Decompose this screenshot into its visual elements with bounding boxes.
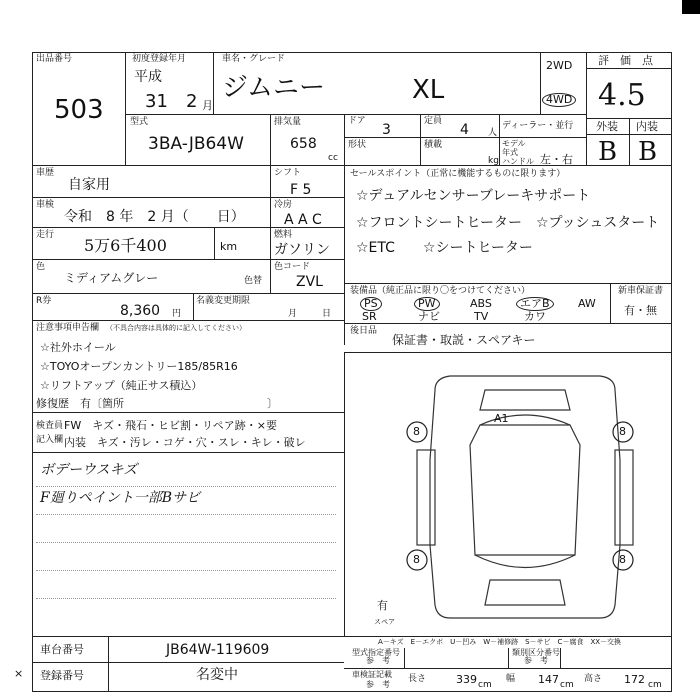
era: 平成	[134, 69, 162, 85]
divider	[270, 259, 271, 293]
car-name: ジムニー	[222, 73, 325, 103]
color-code: ZVL	[296, 274, 323, 290]
lot-label: 出品番号	[36, 54, 73, 64]
corner-block	[682, 0, 700, 14]
divider	[344, 114, 345, 165]
rear-window	[475, 555, 575, 568]
color-code-label: 色コード	[274, 262, 311, 272]
divider	[32, 412, 344, 413]
divider	[270, 114, 271, 165]
mileage: 5万6千400	[84, 236, 167, 255]
shift-label: シフト	[274, 168, 302, 178]
model-code: 3BA-JB64W	[148, 134, 244, 154]
handle-label: ハンドル	[502, 157, 534, 166]
divider	[214, 227, 215, 259]
equip-aw: AW	[578, 297, 596, 310]
divider	[270, 227, 344, 228]
height: 172	[624, 673, 645, 686]
width: 147	[538, 673, 559, 686]
displacement-label: 排気量	[274, 117, 302, 127]
drive-4wd: 4WD	[542, 93, 576, 107]
score-value: 4.5	[598, 78, 646, 113]
damage-legend: A－キズ E－エクボ U－凹み W－補修跡 S－サビ C－腐食 XX－交換	[378, 638, 622, 646]
repaint-label: 色替	[244, 276, 263, 286]
chassis-label: 車台番号	[40, 643, 84, 656]
repair-history: 修復歴 有〔箇所 〕	[36, 397, 278, 410]
inspector-line-fw: FW キズ・飛石・ヒビ割・リペア跡・×要	[64, 419, 277, 432]
divider	[610, 283, 611, 323]
divider	[32, 320, 344, 321]
tire-fl-value: 8	[413, 425, 420, 438]
length-unit: cm	[478, 680, 492, 690]
lot-number: 503	[54, 95, 104, 125]
equip-abs: ABS	[470, 297, 492, 310]
width-label: 幅	[506, 674, 516, 684]
margin-mark: ×	[14, 667, 24, 680]
ac: A A C	[284, 212, 322, 228]
mileage-label: 走行	[36, 230, 55, 240]
drive-2wd: 2WD	[546, 59, 573, 72]
sales-point: ☆ETC ☆シートヒーター	[356, 240, 533, 256]
tire-rr-value: 8	[619, 553, 626, 566]
divider	[32, 259, 344, 260]
kg-unit: kg	[488, 156, 499, 166]
divider	[344, 323, 672, 324]
divider	[344, 352, 345, 636]
accessories: 保証書・取説・スペアキー	[392, 333, 536, 347]
car-name-label: 車名・グレード	[222, 54, 286, 64]
divider	[125, 114, 586, 115]
history: 自家用	[68, 177, 110, 193]
length: 339	[456, 673, 477, 686]
model-year-label: モデル年式	[502, 139, 526, 157]
equip-navi: ナビ	[418, 310, 440, 323]
divider	[32, 452, 344, 453]
fuel-label: 燃料	[274, 230, 293, 240]
sales-point: ☆フロントシートヒーター ☆プッシュスタート	[356, 215, 660, 231]
score-label: 評 価 点	[598, 54, 653, 67]
divider	[404, 648, 405, 668]
accessories-label: 後日品	[350, 326, 378, 336]
name-change-day: 日	[322, 309, 332, 319]
fuel: ガソリン	[274, 242, 330, 258]
equip-sr: SR	[362, 310, 377, 323]
exterior-label: 外装	[596, 120, 618, 133]
ac-label: 冷房	[274, 200, 293, 210]
inspector-label2: 記入欄	[36, 435, 64, 445]
note-line: ☆社外ホイール	[40, 341, 116, 354]
model-label: 型式	[130, 117, 149, 127]
height-unit: cm	[648, 680, 662, 690]
divider	[213, 52, 214, 114]
color: ミディアムグレー	[64, 271, 159, 285]
divider	[586, 68, 672, 69]
color-label: 色	[36, 262, 46, 272]
equip-leather: カワ	[524, 310, 546, 323]
length-label: 長さ	[408, 674, 427, 684]
km-unit: km	[220, 240, 238, 253]
divider	[540, 52, 541, 114]
note-line: ☆リフトアップ（純正サス積込）	[40, 379, 203, 392]
height-label: 高さ	[584, 674, 603, 684]
recycle-label: R券	[36, 296, 52, 306]
divider	[629, 118, 630, 165]
door-left	[417, 450, 435, 545]
width-unit: cm	[560, 680, 574, 690]
equip-tv: TV	[474, 310, 489, 323]
note-line: ☆TOYOオープンカントリー185/85R16	[40, 360, 238, 373]
divider	[344, 352, 672, 353]
month-unit: 月	[202, 99, 213, 112]
door-label: ドア	[348, 116, 366, 126]
divider	[32, 293, 344, 294]
shape-label: 形状	[348, 140, 367, 150]
exterior-grade: B	[598, 137, 618, 167]
type-designation-sub: 参 考	[366, 656, 390, 665]
size-sub: 参 考	[366, 680, 390, 689]
divider	[32, 636, 672, 637]
hood	[480, 390, 570, 410]
person-unit: 人	[488, 128, 498, 138]
capacity: 4	[460, 122, 469, 138]
divider	[344, 668, 672, 669]
divider	[344, 283, 672, 284]
divider	[344, 137, 586, 138]
interior-label: 内装	[636, 120, 658, 133]
load-label: 積載	[424, 140, 443, 150]
divider	[344, 165, 345, 345]
divider	[270, 197, 344, 198]
notes-sublabel: （不具合内容は具体的に記入してください）	[106, 324, 246, 332]
inspector-label: 検査員	[36, 421, 64, 431]
damage-mark-a1: A1	[494, 412, 509, 425]
yen-unit: 円	[172, 309, 182, 319]
divider	[420, 114, 421, 165]
divider	[193, 293, 194, 320]
divider	[560, 648, 561, 668]
class-number-label: 類別区分番号	[512, 648, 560, 657]
divider	[586, 134, 672, 135]
size-label: 車検証記載	[352, 670, 392, 679]
handle-value: 左・右	[540, 153, 573, 166]
shift: F 5	[290, 182, 312, 198]
plate-number: 名変中	[196, 667, 238, 683]
capacity-label: 定員	[424, 116, 443, 126]
tire-rl-value: 8	[413, 553, 420, 566]
divider	[508, 648, 509, 668]
interior-grade: B	[638, 137, 658, 167]
name-change-month: 月	[288, 309, 298, 319]
spare-label: スペア	[374, 618, 395, 626]
reg-month: 2	[186, 91, 198, 112]
history-label: 車歴	[36, 168, 55, 178]
door-right	[615, 450, 633, 545]
first-reg-label: 初度登録年月	[132, 54, 187, 64]
warranty-label: 新車保証書	[618, 286, 664, 296]
divider	[125, 52, 126, 165]
class-number-sub: 参 考	[524, 656, 548, 665]
dealer-label: ディーラー・並行	[502, 121, 574, 131]
divider	[32, 197, 270, 198]
spare-value: 有	[377, 599, 388, 612]
roof-outline	[470, 425, 580, 555]
type-designation-label: 型式指定番号	[352, 648, 400, 657]
handwritten-note: ボデーウスキズ	[40, 462, 138, 478]
cc-unit: cc	[328, 153, 338, 163]
reg-year: 31	[145, 91, 168, 112]
equip-airbag: エアB	[516, 297, 554, 311]
tire-fr-value: 8	[619, 425, 626, 438]
divider	[32, 227, 270, 228]
inspection-label: 車検	[36, 200, 55, 210]
divider	[32, 662, 344, 663]
inspection-date: 令和 8 年 2 月（ 日）	[64, 209, 245, 225]
equip-pw: PW	[414, 297, 440, 311]
divider	[499, 114, 500, 165]
divider	[108, 636, 109, 692]
equip-ps: PS	[360, 297, 382, 311]
displacement: 658	[290, 136, 317, 152]
name-change-label: 名義変更期限	[196, 296, 251, 306]
notes-label: 注意事項申告欄	[36, 323, 100, 333]
divider	[32, 165, 672, 166]
warranty-value: 有・無	[624, 304, 657, 317]
sales-point: ☆デュアルセンサーブレーキサポート	[356, 188, 591, 204]
car-damage-diagram	[395, 370, 655, 625]
sales-points-label: セールスポイント（正常に機能するものに限ります）	[350, 169, 566, 179]
trunk	[485, 580, 565, 605]
recycle-fee: 8,360	[120, 303, 161, 319]
chassis-number: JB64W-119609	[166, 642, 270, 658]
car-outline	[430, 376, 620, 618]
handwritten-note: F廻りペイント一部Bサビ	[40, 490, 201, 506]
grade: XL	[412, 75, 445, 105]
inspector-line-interior: 内装 キズ・汚レ・コゲ・穴・スレ・キレ・破レ	[64, 436, 306, 449]
plate-label: 登録番号	[40, 669, 84, 682]
equipment-label: 装備品（純正品に限り〇をつけてください）	[350, 286, 531, 296]
divider	[270, 165, 271, 259]
doors: 3	[382, 122, 391, 138]
